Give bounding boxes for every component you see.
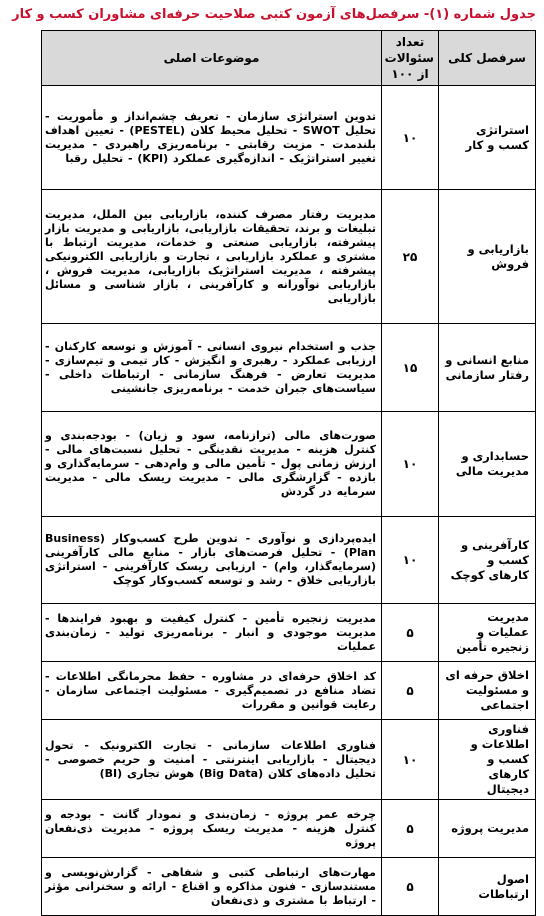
- row-heading: اخلاق حرفه ای و مسئولیت اجتماعی: [439, 662, 536, 720]
- row-question-count: ۵: [382, 858, 439, 916]
- row-heading: بازاریابی و فروش: [439, 190, 536, 324]
- row-topics: مدیریت زنجیره تأمین - کنترل کیفیت و بهبود فرایندها - مدیریت موجودی و انبار - برنامه‌ریزی تولید - زمان‌بندی عملیات: [42, 604, 382, 662]
- row-heading: حسابداری و مدیریت مالی: [439, 412, 536, 517]
- table-row: [42, 86, 536, 190]
- row-heading: مدیریت عملیات و زنجیره تأمین: [439, 604, 536, 662]
- row-topics: جذب و استخدام نیروی انسانی - آموزش و توسعه کارکنان - ارزیابی عملکرد - رهبری و انگیزش - کار تیمی و تیم‌سازی - مدیریت تعارض - فرهنگ سازمانی - ارتباطات داخلی - سیاست‌های جبران خدمت - برنامه‌ریزی جانشینی: [42, 324, 382, 412]
- row-question-count: ۱۰: [382, 720, 439, 800]
- table-row: [42, 517, 536, 604]
- table-row: [42, 662, 536, 720]
- row-topics: مدیریت رفتار مصرف کننده، بازاریابی بین الملل، مدیریت تبلیغات و برند، تحقیقات بازاریابی، بازاریابی و مدیریت بازار پیشرفته، بازاریابی صنعتی و خدمات، مدیریت ارتباط با مشتری و عملکرد بازاریابی ، تجارت و بازاریابی الکترونیکی پیشرفته ، مدیریت استراتژیک بازاریابی، مدیریت فروش ، بازاریابی نوآورانه و کارآفرینی ، بازار شناسی و مسائل بازاریابی: [42, 190, 382, 324]
- exam-topics-table: [41, 30, 536, 916]
- column-header-heading: سرفصل کلی: [439, 31, 536, 86]
- row-question-count: ۱۰: [382, 86, 439, 190]
- table-caption: جدول شماره (۱)- سرفصل‌های آزمون کتبی صلاحیت حرفه‌ای مشاوران کسب و کار: [12, 7, 536, 22]
- row-question-count: ۲۵: [382, 190, 439, 324]
- row-question-count: ۱۵: [382, 324, 439, 412]
- row-topics: مهارت‌های ارتباطی کتبی و شفاهی - گزارش‌نویسی و مستندسازی - فنون مذاکره و اقناع - ارائه و سخنرانی مؤثر - ارتباط با مشتری و ذی‌نفعان: [42, 858, 382, 916]
- table-row: [42, 324, 536, 412]
- column-header-count: تعداد سئوالات از ۱۰۰: [382, 31, 439, 86]
- row-heading: مدیریت پروژه: [439, 800, 536, 858]
- row-question-count: ۵: [382, 604, 439, 662]
- row-heading: کارآفرینی و کسب و کارهای کوچک: [439, 517, 536, 604]
- row-question-count: ۱۰: [382, 517, 439, 604]
- row-heading: فناوری اطلاعات و کسب و کارهای دیجیتال: [439, 720, 536, 800]
- row-topics: فناوری اطلاعات سازمانی - تجارت الکترونیک - تحول دیجیتال - بازاریابی اینترنتی - امنیت و حریم خصوصی - تحلیل داده‌های کلان (Big Data) هوش تجاری (BI): [42, 720, 382, 800]
- table-row: [42, 800, 536, 858]
- row-topics: چرخه عمر پروژه - زمان‌بندی و نمودار گانت - بودجه و کنترل هزینه - مدیریت ریسک پروژه - مدیریت ذی‌نفعان پروژه: [42, 800, 382, 858]
- row-topics: ایده‌پردازی و نوآوری - تدوین طرح کسب‌وکار (Business Plan) - تحلیل فرصت‌های بازار - منابع مالی کارآفرینی (سرمایه‌گذار، وام) - ارزیابی ریسک کارآفرینی - استراتژی بازاریابی خلاق - رشد و توسعه کسب‌وکار کوچک: [42, 517, 382, 604]
- row-question-count: ۵: [382, 800, 439, 858]
- table-row: [42, 412, 536, 517]
- row-topics: تدوین استراتژی سازمان - تعریف چشم‌انداز و مأموریت - تحلیل SWOT - تحلیل محیط کلان (PESTEL) - تعیین اهداف بلندمدت - مزیت رقابتی - برنامه‌ریزی راهبردی - مدیریت تغییر استراتژیک - اندازه‌گیری عملکرد (KPI) - تحلیل رقبا: [42, 86, 382, 190]
- row-topics: کد اخلاق حرفه‌ای در مشاوره - حفظ محرمانگی اطلاعات - تضاد منافع در تصمیم‌گیری - مسئولیت اجتماعی سازمان - رعایت قوانین و مقررات: [42, 662, 382, 720]
- table-row: [42, 720, 536, 800]
- column-header-topics: موضوعات اصلی: [42, 31, 382, 86]
- table-header-row: [42, 31, 536, 86]
- table-row: [42, 604, 536, 662]
- row-heading: اصول ارتباطات: [439, 858, 536, 916]
- row-topics: صورت‌های مالی (ترازنامه، سود و زیان) - بودجه‌بندی و کنترل هزینه - مدیریت نقدینگی - تحلیل نسبت‌های مالی - ارزش زمانی پول - تأمین مالی و وام‌دهی - سرمایه‌گذاری و بازده - گزارشگری مالی - مدیریت ریسک مالی - مدیریت سرمایه در گردش: [42, 412, 382, 517]
- row-heading: استراتژی کسب و کار: [439, 86, 536, 190]
- row-question-count: ۵: [382, 662, 439, 720]
- table-row: [42, 190, 536, 324]
- row-question-count: ۱۰: [382, 412, 439, 517]
- table-row: [42, 858, 536, 916]
- row-heading: منابع انسانی و رفتار سازمانی: [439, 324, 536, 412]
